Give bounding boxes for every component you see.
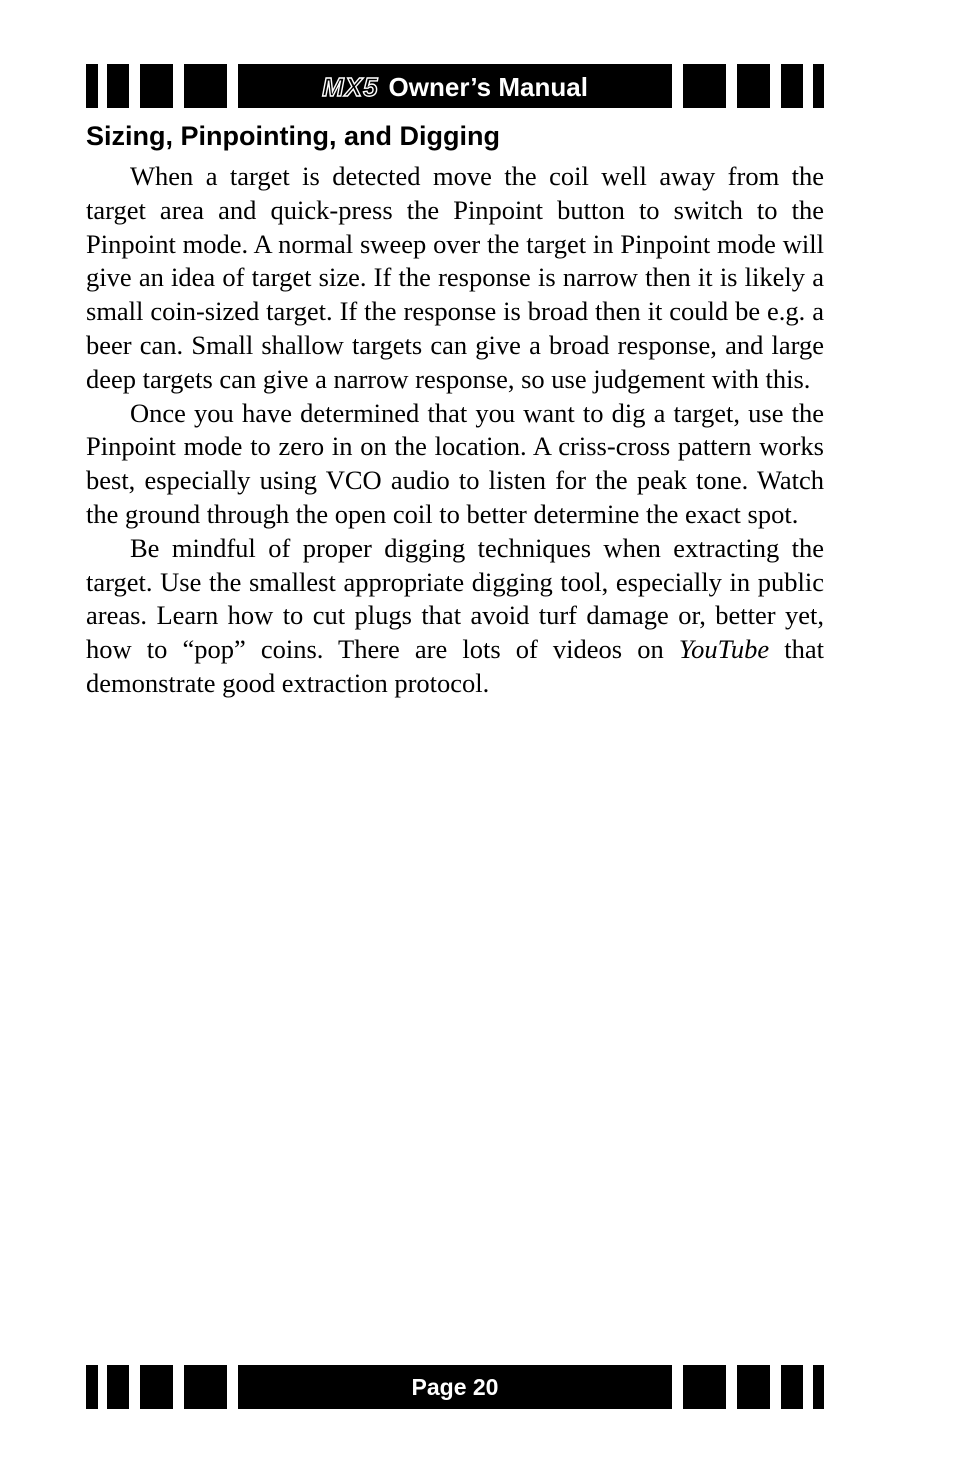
header-bar-block [781, 64, 803, 108]
paragraph-sizing: When a target is detected move the coil well away from the target area and quick-press the Pinpoint button to switch to the Pinpoint mode. A normal sweep over the target in Pinpoint mode will give an idea of target size. If the response is narrow then it is likely a small coin-sized target. If the response is broad then it could be e.g. a beer can. Small shallow targets can give a broad response, and large deep targets can give a narrow response, so use judgement with this. [86, 161, 824, 394]
section-heading: Sizing, Pinpointing, and Digging [86, 121, 500, 151]
header-bar-block [683, 64, 726, 108]
header-bar-block [813, 64, 824, 108]
footer-bar-block [737, 1365, 770, 1409]
header-bar-block [184, 64, 227, 108]
header-bar-block [107, 64, 129, 108]
footer-bar [86, 1365, 824, 1409]
youtube-reference: YouTube [678, 634, 770, 665]
header-bar [86, 64, 824, 108]
footer-bar-block [683, 1365, 726, 1409]
mx5-logo: MX5 [322, 71, 379, 102]
footer-bar-block [140, 1365, 173, 1409]
footer-bar-block [184, 1365, 227, 1409]
section-body [86, 160, 824, 701]
footer-bar-block [107, 1365, 129, 1409]
header-bar-block [140, 64, 173, 108]
paragraph-digging-end: that demonstrate good extraction protocol. [86, 634, 824, 698]
footer-bar-block [813, 1365, 824, 1409]
page-number: Page 20 [411, 1373, 499, 1400]
header-title-box [238, 64, 672, 108]
footer-bar-block [781, 1365, 803, 1409]
footer-bar-block [86, 1365, 98, 1409]
paragraph-digging-text: Be mindful of proper digging techniques when extracting the target. Use the smallest appropriate digging tool, especially in public areas. Learn how to cut plugs that avoid turf damage or, better yet, how to “pop” coins. There are lots of videos on [86, 532, 824, 665]
header-title: Owner’s Manual [388, 71, 588, 102]
page-number-box [238, 1365, 672, 1409]
header-bar-block [86, 64, 98, 108]
paragraph-pinpointing: Once you have determined that you want to dig a target, use the Pinpoint mode to zero in on the location. A criss-cross pattern works best, especially using VCO audio to listen for the peak tone. Watch the ground through the open coil to better determine the exact spot. [86, 397, 824, 529]
paragraph-digging [86, 532, 824, 701]
header-bar-block [737, 64, 770, 108]
